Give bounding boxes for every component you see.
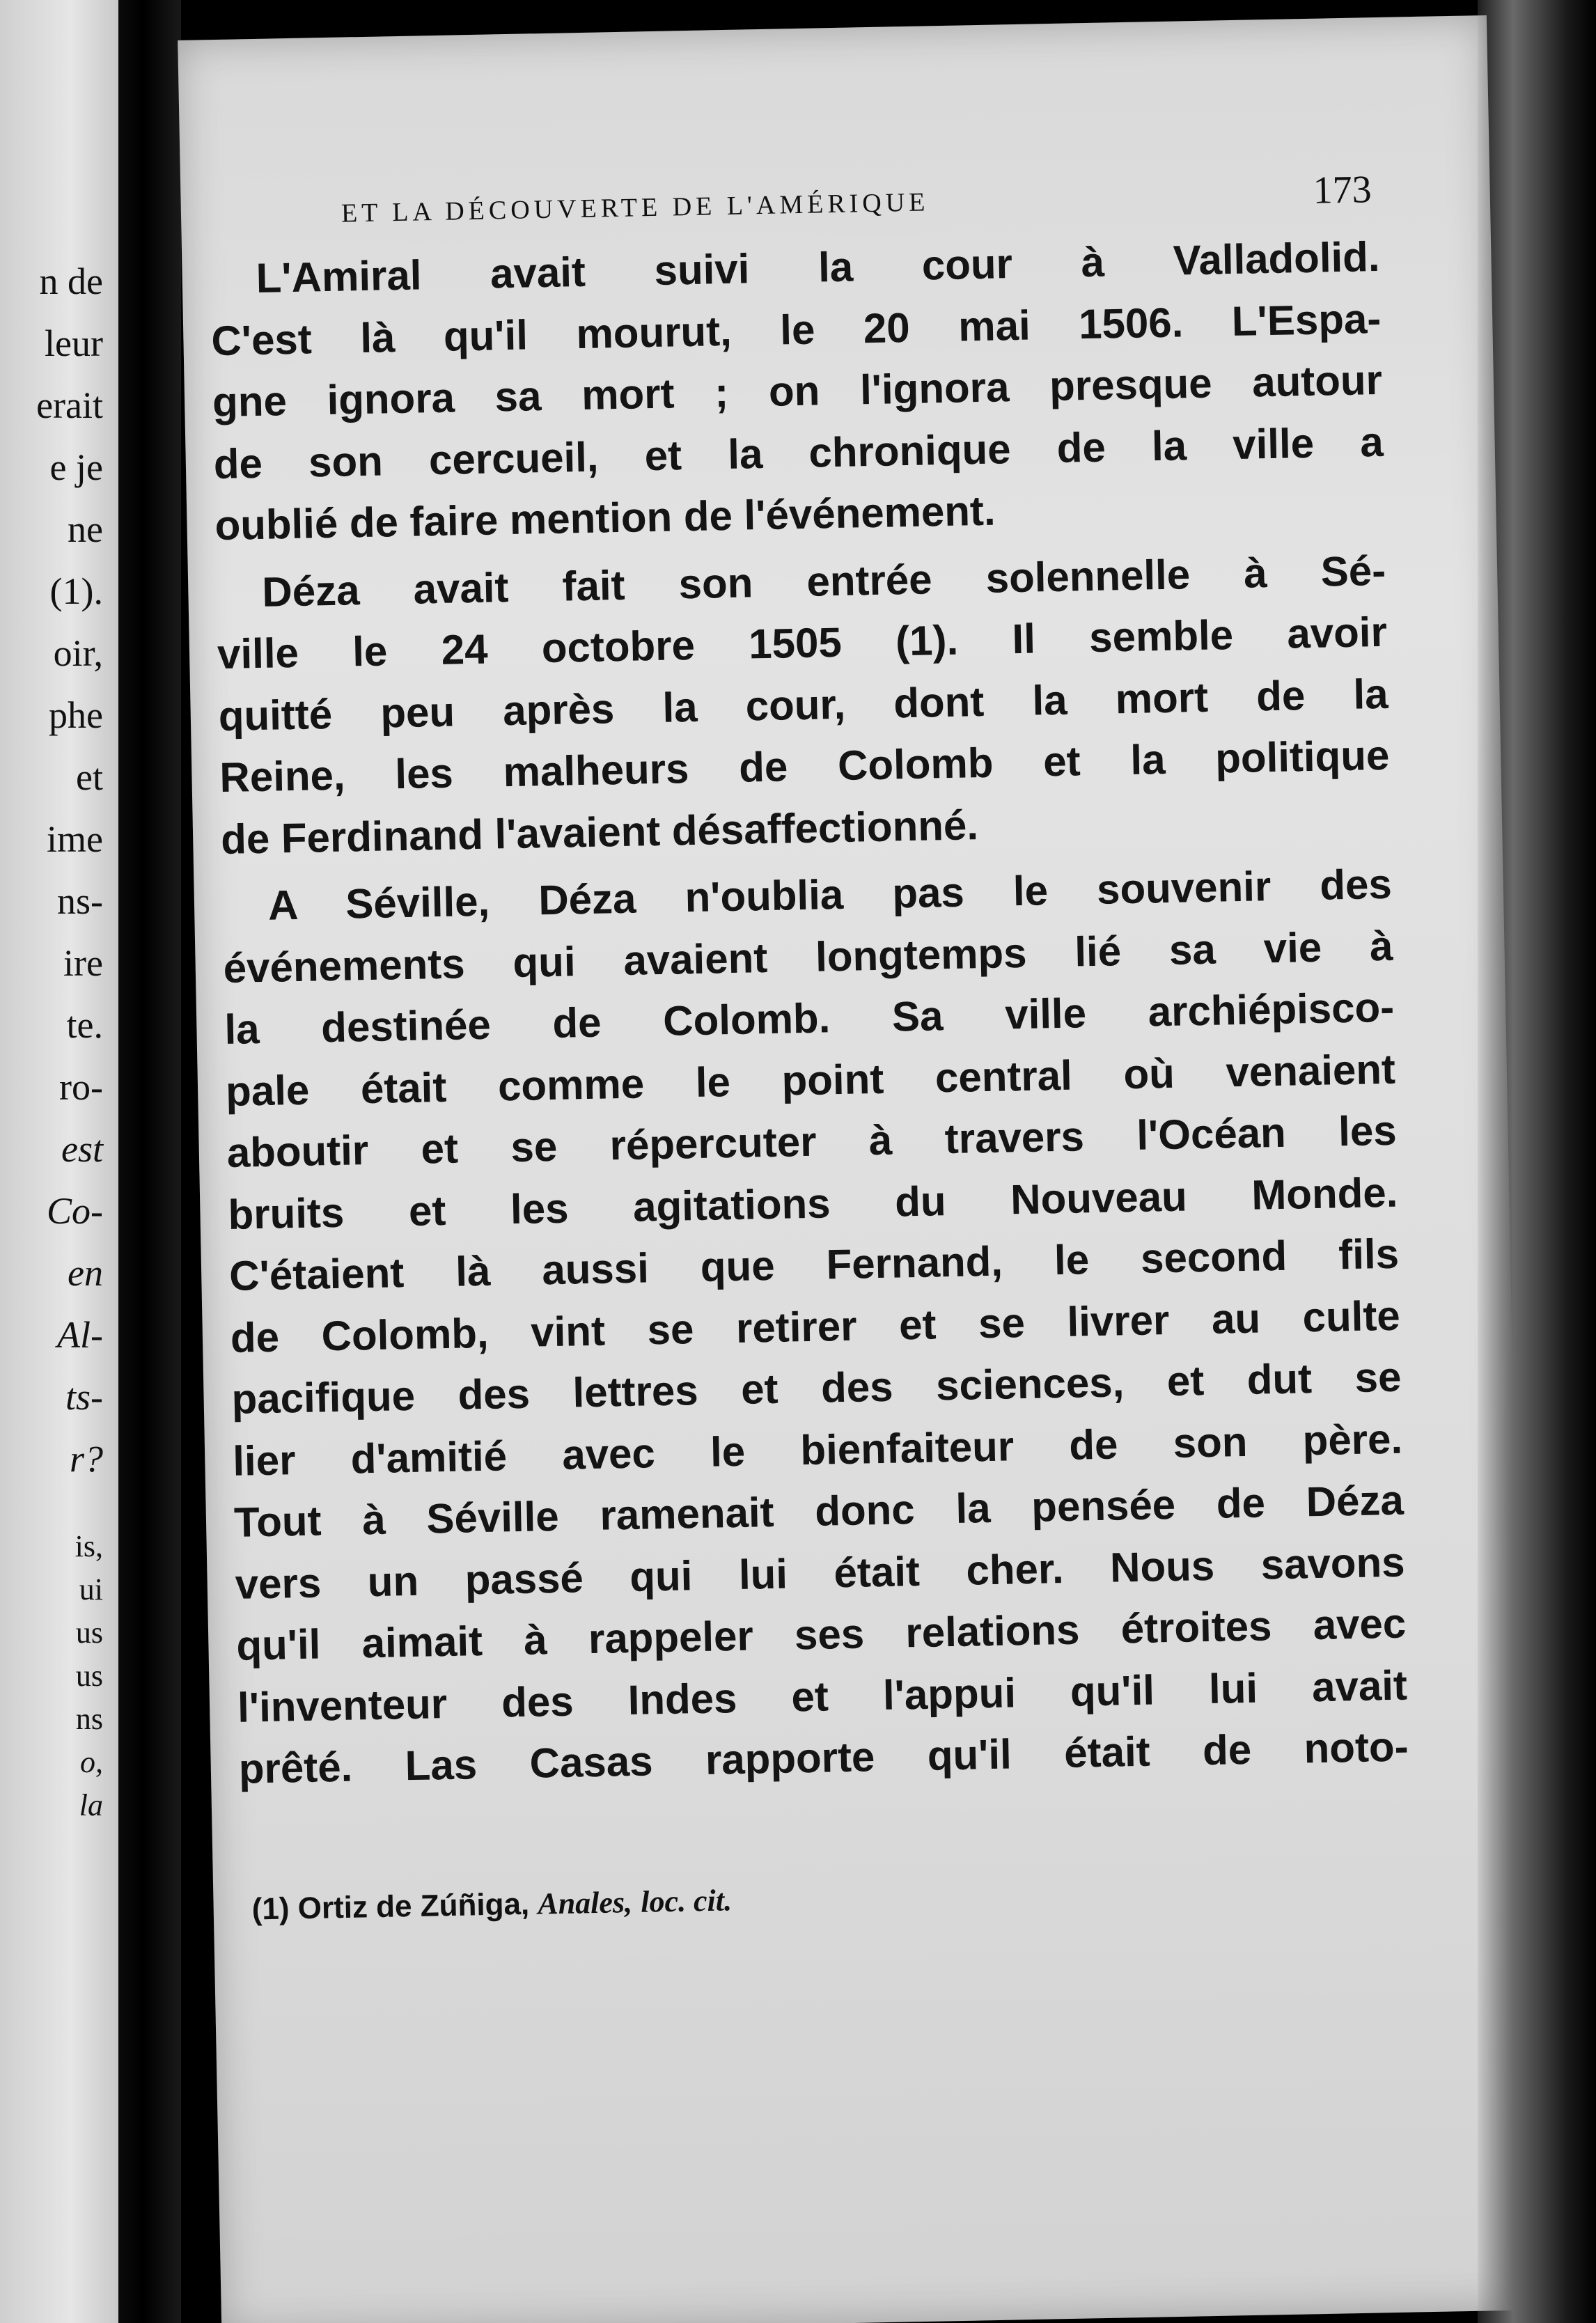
- left-fragment: oir,: [53, 632, 103, 674]
- text-line: la destinée de Colomb. Sa ville archiépisco-: [224, 983, 1395, 1054]
- left-fragment: ne: [68, 508, 103, 550]
- text-line: pacifique des lettres et des sciences, et dut se: [231, 1353, 1402, 1423]
- text-line: de Ferdinand l'avaient désaffectionné.: [220, 801, 979, 863]
- left-fragment: ts-: [65, 1376, 103, 1418]
- running-head: [341, 167, 1372, 231]
- text-line: C'étaient là aussi que Fernand, le second fils: [228, 1230, 1400, 1299]
- body-text: [210, 226, 1409, 1806]
- text-line: quitté peu après la cour, dont la mort de la: [218, 670, 1389, 740]
- text-line: de Colomb, vint se retirer et se livrer au culte: [230, 1292, 1401, 1361]
- left-fragment: n de: [39, 260, 103, 302]
- left-fragment: ire: [63, 942, 103, 984]
- text-line: lier d'amitié avec le bienfaiteur de son père.: [232, 1415, 1403, 1485]
- left-facing-page: [0, 0, 118, 2323]
- left-fragment-gap: [36, 1490, 103, 1525]
- text-line: vers un passé qui lui était cher. Nous savons: [235, 1538, 1406, 1608]
- left-fragment: is,: [75, 1529, 103, 1563]
- page-number: 173: [1313, 168, 1372, 212]
- text-line: pale était comme le point central où venaient: [225, 1045, 1396, 1115]
- footnote-marker: (1): [251, 1891, 290, 1927]
- paragraph: [221, 854, 1409, 1801]
- text-line: Reine, les malheurs de Colomb et la politique: [219, 731, 1390, 801]
- text-line: événements qui avaient longtemps lié sa vie à: [223, 922, 1394, 992]
- text-line: A Séville, Déza n'oublia pas le souvenir des: [267, 860, 1393, 929]
- left-fragment: est: [61, 1128, 103, 1170]
- left-fragment: us: [75, 1616, 103, 1650]
- footnote-work: Anales,: [537, 1885, 633, 1921]
- text-line: de son cercueil, et la chronique de la ville a: [213, 418, 1384, 487]
- text-line: gne ignora sa mort ; on l'ignora presque autour: [212, 356, 1383, 426]
- text-line: Déza avait fait son entrée solennelle à Sé-: [261, 547, 1386, 616]
- text-line: bruits et les agitations du Nouveau Monde.: [227, 1168, 1398, 1238]
- right-page-edge-shadow: [1478, 0, 1596, 2323]
- left-fragment: phe: [49, 694, 103, 736]
- text-line: l'inventeur des Indes et l'appui qu'il lui avait: [237, 1661, 1408, 1731]
- text-line: C'est là qu'il mourut, le 20 mai 1506. L'Espa-: [210, 295, 1382, 364]
- text-line: L'Amiral avait suivi la cour à Valladolid.: [256, 233, 1381, 302]
- text-line: aboutir et se répercuter à travers l'Océan les: [226, 1106, 1398, 1176]
- text-line: Tout à Séville ramenait donc la pensée de Déza: [233, 1476, 1405, 1546]
- footnote-ref: loc. cit.: [640, 1883, 733, 1919]
- left-fragment: te.: [66, 1004, 103, 1046]
- left-fragment: en: [68, 1252, 103, 1294]
- text-line: qu'il aimait à rappeler ses relations étroites avec: [235, 1599, 1407, 1669]
- left-fragment: ro-: [59, 1066, 103, 1108]
- left-fragment: o,: [80, 1745, 103, 1779]
- left-fragment: ui: [79, 1572, 103, 1606]
- left-page-text-fragments: [36, 251, 103, 1827]
- paragraph: [216, 540, 1391, 870]
- text-line: ville le 24 octobre 1505 (1). Il semble avoir: [217, 608, 1388, 678]
- left-fragment: r?: [69, 1438, 103, 1480]
- left-fragment: et: [76, 756, 103, 798]
- footnote: [251, 1870, 1366, 1927]
- text-line: oublié de faire mention de l'événement.: [214, 487, 996, 549]
- footnote-author: Ortiz de Zúñiga,: [297, 1886, 530, 1926]
- left-fragment: leur: [45, 322, 103, 364]
- left-fragment: Al-: [57, 1314, 103, 1356]
- book-gutter-shadow: [118, 0, 181, 2323]
- left-fragment: Co-: [47, 1190, 103, 1232]
- left-fragment: erait: [36, 384, 103, 426]
- left-fragment: ime: [47, 818, 103, 860]
- left-fragment: (1).: [49, 570, 103, 612]
- left-fragment: us: [75, 1659, 103, 1693]
- footnote-area: [251, 1870, 1366, 1927]
- main-page: [178, 15, 1531, 2323]
- left-fragment: ns: [75, 1702, 103, 1736]
- left-fragment: e je: [49, 446, 103, 488]
- paragraph: [210, 226, 1385, 557]
- running-title: ET LA DÉCOUVERTE DE L'AMÉRIQUE: [341, 187, 930, 228]
- text-line: prêté. Las Casas rapporte qu'il était de noto-: [238, 1723, 1409, 1792]
- left-fragment: la: [79, 1788, 103, 1822]
- left-fragment: ns-: [57, 880, 103, 922]
